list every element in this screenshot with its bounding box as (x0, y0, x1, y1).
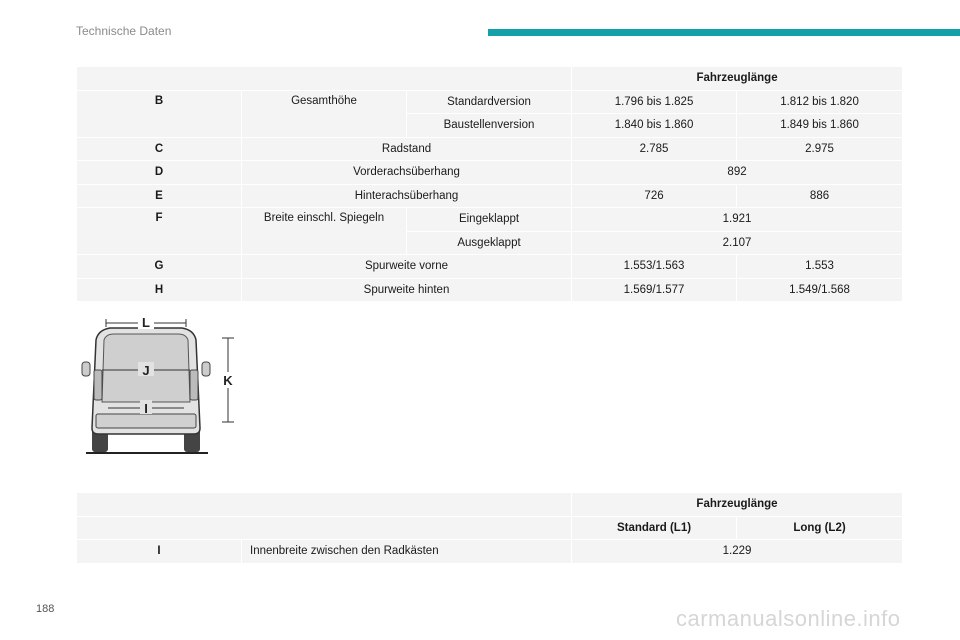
value-cell: 1.553/1.563 (572, 255, 737, 279)
left-light (94, 370, 102, 400)
value-cell: 2.785 (572, 137, 737, 161)
sub-label: Standardversion (407, 90, 572, 114)
value-cell: 2.107 (572, 231, 903, 255)
table-header-row (77, 493, 903, 517)
row-label: Innenbreite zwischen den Radkästen (242, 540, 572, 564)
row-label: Vorderachsüberhang (242, 161, 572, 185)
table-header-row (77, 516, 903, 540)
table-header-row (77, 67, 903, 91)
blank-cell (77, 516, 572, 540)
row-code: F (77, 208, 242, 255)
bumper (96, 414, 196, 428)
sub-label: Baustellenversion (407, 114, 572, 138)
right-mirror (202, 362, 210, 376)
table-row (77, 137, 903, 161)
table-row (77, 278, 903, 302)
dimension-l-label: L (142, 315, 150, 330)
page-number: 188 (36, 603, 55, 615)
value-cell: 1.549/1.568 (737, 278, 903, 302)
value-cell: 2.975 (737, 137, 903, 161)
blank-cell (77, 67, 572, 91)
table-row (77, 161, 903, 185)
van-rear-dimension-diagram (76, 310, 246, 460)
row-label: Gesamthöhe (242, 90, 407, 137)
blank-cell (77, 493, 572, 517)
row-code: H (77, 278, 242, 302)
sub-label: Eingeklappt (407, 208, 572, 232)
sub-label: Ausgeklappt (407, 231, 572, 255)
value-cell: 1.840 bis 1.860 (572, 114, 737, 138)
value-cell: 726 (572, 184, 737, 208)
value-cell: 1.229 (572, 540, 903, 564)
value-cell: 1.796 bis 1.825 (572, 90, 737, 114)
value-cell: 1.921 (572, 208, 903, 232)
value-cell: 1.569/1.577 (572, 278, 737, 302)
interior-dimensions-table (76, 492, 903, 564)
row-code: I (77, 540, 242, 564)
section-title: Technische Daten (76, 24, 172, 38)
value-cell: 886 (737, 184, 903, 208)
dimension-i-label: I (144, 401, 148, 416)
table-row (77, 255, 903, 279)
standard-column-header: Standard (L1) (572, 516, 737, 540)
row-label: Hinterachsüberhang (242, 184, 572, 208)
table-row (77, 184, 903, 208)
long-column-header: Long (L2) (737, 516, 903, 540)
table-row (77, 540, 903, 564)
row-label: Radstand (242, 137, 572, 161)
table-row (77, 208, 903, 232)
row-code: G (77, 255, 242, 279)
row-label: Breite einschl. Spiegeln (242, 208, 407, 255)
row-code: D (77, 161, 242, 185)
vehicle-length-header: Fahrzeuglänge (572, 493, 903, 517)
value-cell: 1.849 bis 1.860 (737, 114, 903, 138)
vehicle-length-header: Fahrzeuglänge (572, 67, 903, 91)
row-code: C (77, 137, 242, 161)
value-cell: 1.553 (737, 255, 903, 279)
watermark: carmanualsonline.info (676, 606, 901, 631)
row-label: Spurweite vorne (242, 255, 572, 279)
row-code: E (77, 184, 242, 208)
dimension-j-label: J (142, 363, 150, 378)
dimensions-table (76, 66, 903, 302)
row-label: Spurweite hinten (242, 278, 572, 302)
value-cell: 892 (572, 161, 903, 185)
value-cell: 1.812 bis 1.820 (737, 90, 903, 114)
table-row (77, 90, 903, 114)
left-mirror (82, 362, 90, 376)
right-light (190, 370, 198, 400)
dimension-k-label: K (223, 373, 233, 388)
row-code: B (77, 90, 242, 137)
header-accent-bar (488, 29, 960, 36)
